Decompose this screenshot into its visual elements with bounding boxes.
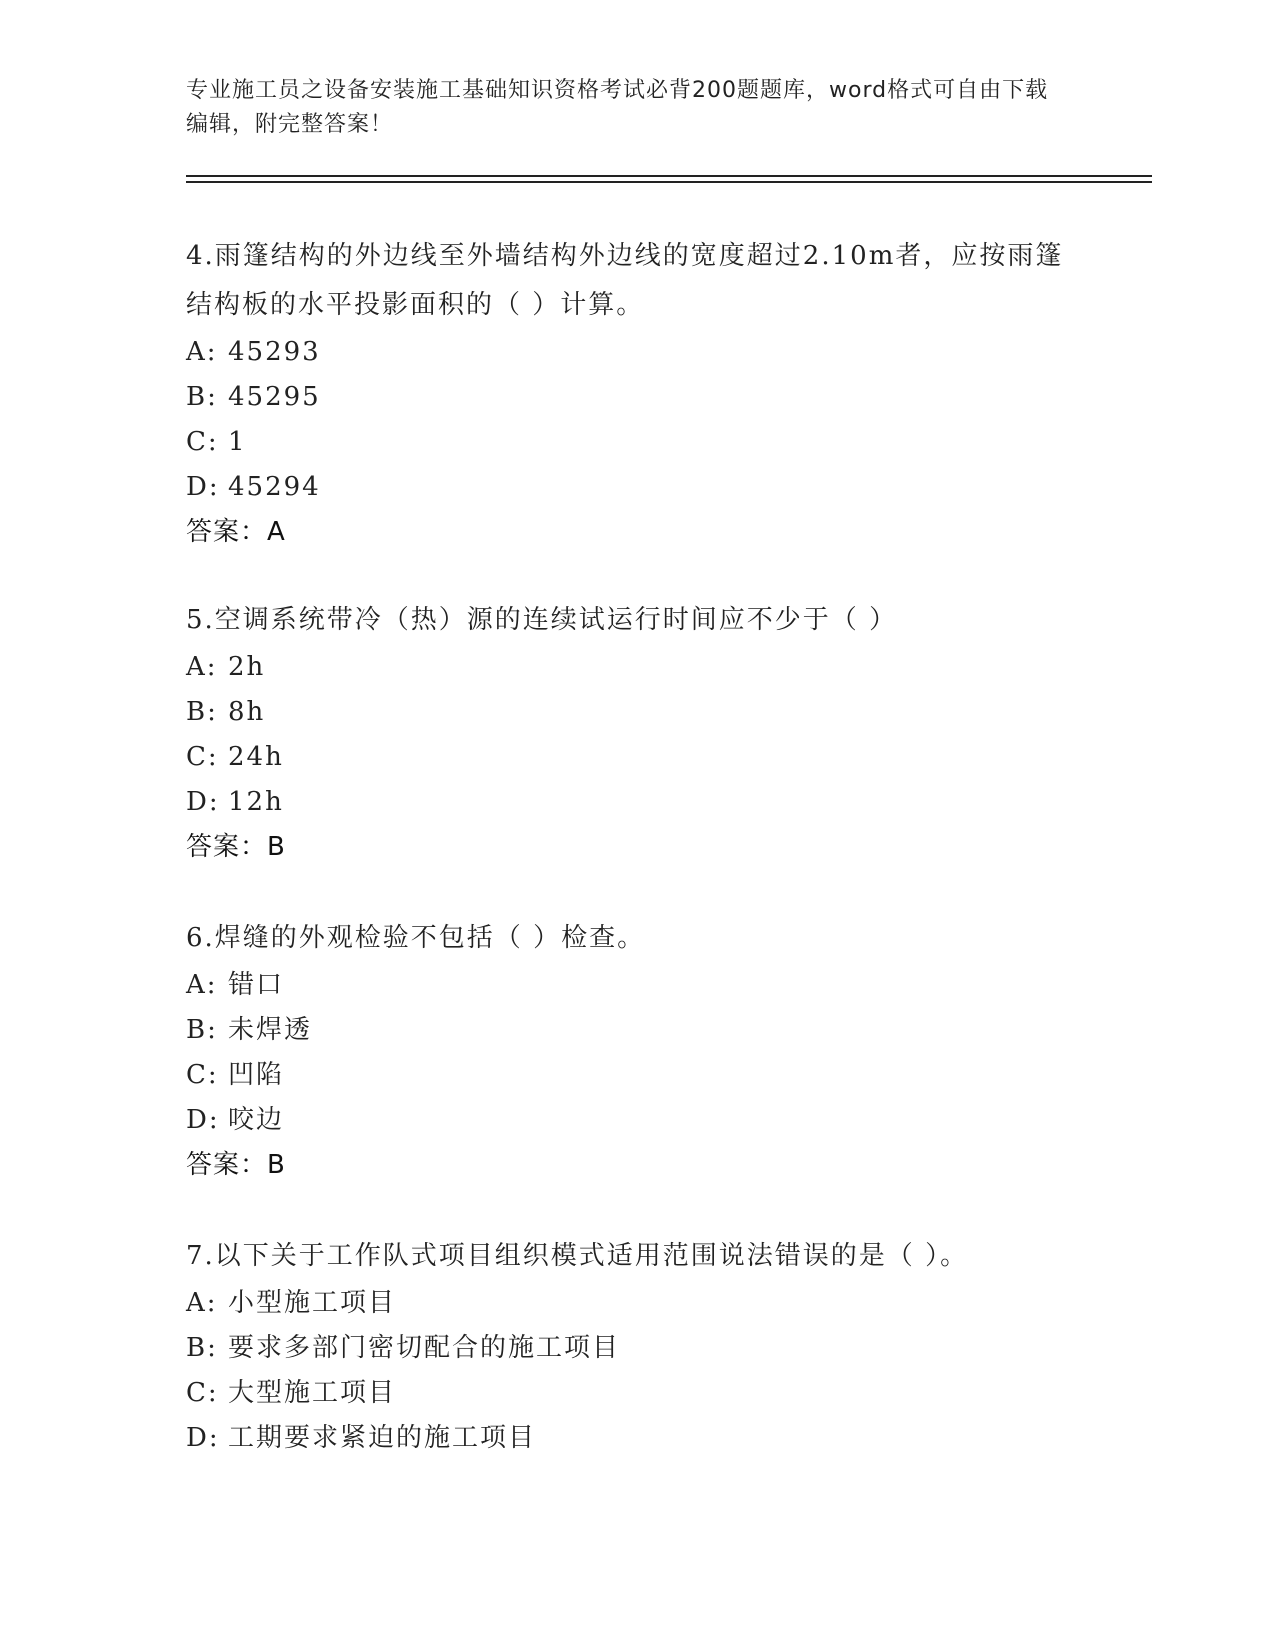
answer-line: 答案：B [186, 1150, 286, 1180]
option-value: 1 [228, 427, 247, 457]
option-value: 小型施工项目 [228, 1288, 397, 1318]
option-d [186, 1098, 1086, 1143]
option-b [186, 1008, 1086, 1053]
header-divider-top [186, 175, 1152, 177]
option-d [186, 1416, 1086, 1461]
option-c [186, 1371, 1086, 1416]
option-value: 45295 [228, 382, 321, 412]
option-b [186, 375, 1086, 420]
option-c [186, 1053, 1086, 1098]
header-divider-bottom [186, 181, 1152, 183]
option-key: A: [186, 1288, 218, 1318]
option-key: C: [186, 742, 219, 772]
option-c [186, 420, 1086, 465]
answer-line: 答案：A [186, 517, 286, 547]
question-block [186, 232, 1086, 555]
option-key: D: [186, 472, 220, 502]
option-value: 8h [228, 697, 266, 727]
option-key: D: [186, 1105, 220, 1135]
option-d [186, 780, 1086, 825]
option-key: C: [186, 1060, 219, 1090]
question-text: 4.雨篷结构的外边线至外墙结构外边线的宽度超过2.10m者，应按雨篷结构板的水平投影面积的（ ）计算。 [186, 241, 1064, 320]
option-value: 45293 [228, 337, 321, 367]
option-value: 未焊透 [228, 1015, 313, 1045]
question-block [186, 596, 1086, 870]
question-text: 6.焊缝的外观检验不包括（ ）检查。 [186, 923, 646, 953]
option-value: 凹陷 [228, 1060, 285, 1090]
option-key: B: [186, 1333, 218, 1363]
option-value: 错口 [228, 970, 285, 1000]
option-value: 要求多部门密切配合的施工项目 [228, 1333, 621, 1363]
option-value: 咬边 [228, 1105, 285, 1135]
option-key: B: [186, 1015, 218, 1045]
option-key: C: [186, 427, 219, 457]
question-block [186, 914, 1086, 1188]
option-key: B: [186, 382, 218, 412]
option-a [186, 645, 1086, 690]
option-c [186, 735, 1086, 780]
option-value: 12h [228, 787, 284, 817]
option-key: A: [186, 337, 218, 367]
question-block [186, 1232, 1086, 1461]
option-b [186, 690, 1086, 735]
option-d [186, 465, 1086, 510]
option-a [186, 1281, 1086, 1326]
document-header: 专业施工员之设备安装施工基础知识资格考试必背200题题库，word格式可自由下载编辑，附完整答案！ [186, 78, 1049, 137]
question-text: 5.空调系统带冷（热）源的连续试运行时间应不少于（ ） [186, 605, 898, 635]
option-value: 工期要求紧迫的施工项目 [228, 1423, 537, 1453]
option-value: 2h [228, 652, 266, 682]
option-key: D: [186, 1423, 220, 1453]
option-value: 24h [228, 742, 284, 772]
answer-line: 答案：B [186, 832, 286, 862]
option-key: C: [186, 1378, 219, 1408]
option-a [186, 963, 1086, 1008]
question-text: 7.以下关于工作队式项目组织模式适用范围说法错误的是（ ）。 [186, 1241, 969, 1271]
option-value: 45294 [228, 472, 321, 502]
option-key: B: [186, 697, 218, 727]
option-key: A: [186, 652, 218, 682]
option-a [186, 330, 1086, 375]
option-key: A: [186, 970, 218, 1000]
option-key: D: [186, 787, 220, 817]
option-b [186, 1326, 1086, 1371]
option-value: 大型施工项目 [228, 1378, 397, 1408]
